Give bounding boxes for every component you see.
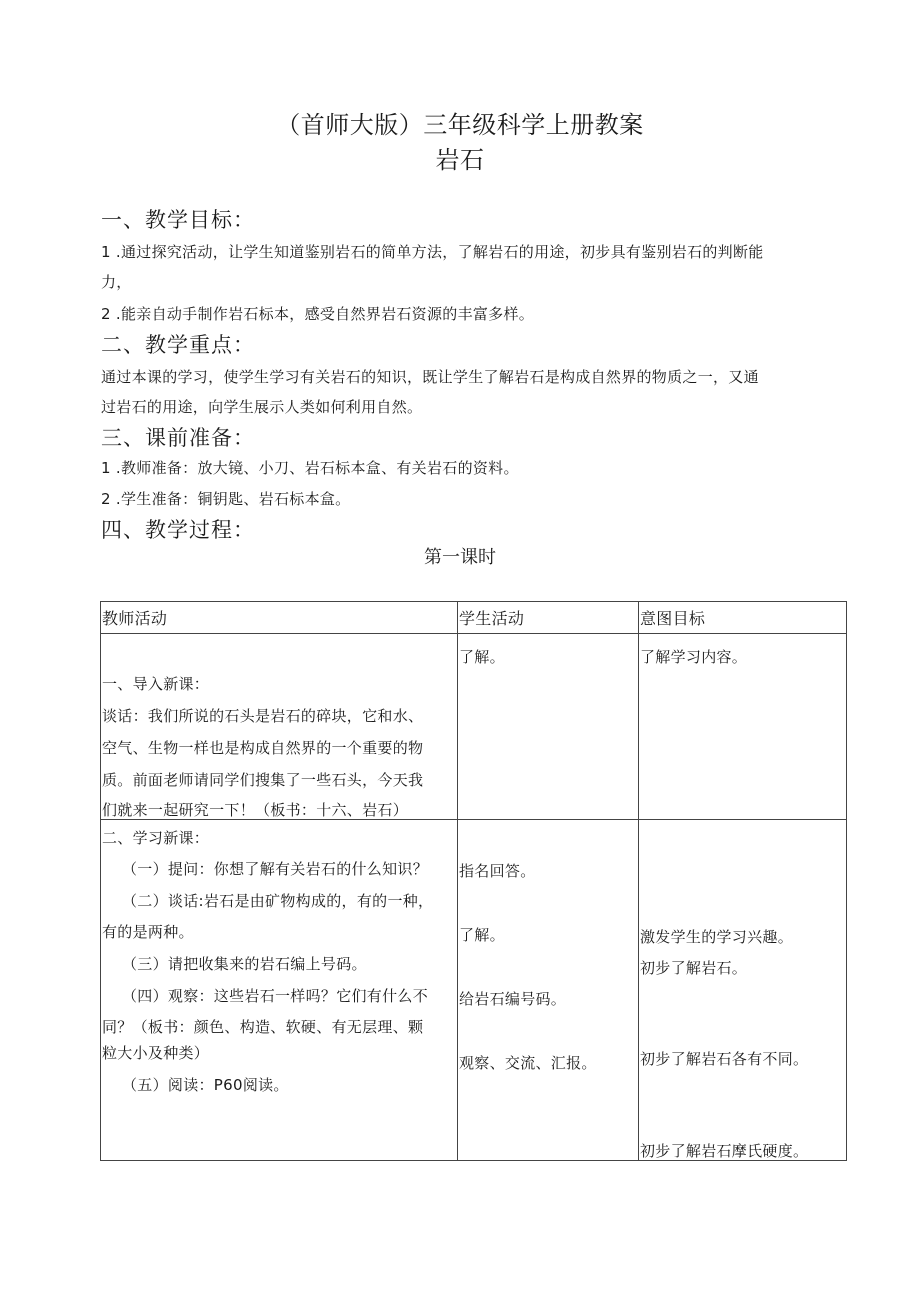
goal-item-1-line-2: 力， bbox=[101, 273, 132, 291]
lesson-table bbox=[100, 601, 847, 1161]
row1-teacher-line: 谈话：我们所说的石头是岩石的碎块，它和水、 bbox=[102, 707, 424, 725]
section-heading-process: 四、教学过程： bbox=[101, 518, 255, 542]
row2-teacher-line: 粒大小及种类） bbox=[102, 1044, 210, 1062]
header-teacher: 教师活动 bbox=[102, 609, 168, 628]
row1-teacher-line: 一、导入新课： bbox=[102, 675, 210, 693]
row2-student-line: 了解。 bbox=[459, 926, 505, 944]
row1-teacher-line: 质。前面老师请同学们搜集了一些石头，今天我 bbox=[102, 771, 424, 789]
table-border-top bbox=[100, 601, 847, 602]
table-border-left bbox=[100, 601, 101, 1161]
row2-teacher-line: （二）谈话:岩石是由矿物构成的，有的一种， bbox=[122, 892, 434, 910]
row2-teacher-line: 二、学习新课： bbox=[102, 829, 210, 847]
row2-teacher-line: （四）观察：这些岩石一样吗？它们有什么不 bbox=[122, 987, 429, 1005]
row1-teacher-line: 们就来一起研究一下！（板书：十六、岩石） bbox=[102, 801, 409, 819]
focus-line-1: 通过本课的学习，使学生学习有关岩石的知识，既让学生了解岩石是构成自然界的物质之一，又通 bbox=[101, 368, 759, 386]
table-column-divider-1 bbox=[457, 601, 458, 1161]
session-label: 第一课时 bbox=[424, 547, 496, 568]
header-student: 学生活动 bbox=[459, 609, 525, 628]
row2-teacher-line: 有的是两种。 bbox=[102, 923, 194, 941]
table-column-divider-2 bbox=[638, 601, 639, 1161]
row2-student-line: 指名回答。 bbox=[459, 862, 536, 880]
goal-item-2: 2 .能亲自动手制作岩石标本，感受自然界岩石资源的丰富多样。 bbox=[101, 305, 535, 323]
row1-teacher-line: 空气、生物一样也是构成自然界的一个重要的物 bbox=[102, 739, 424, 757]
table-header-divider bbox=[100, 633, 847, 634]
goal-item-1-line-1: 1 .通过探究活动，让学生知道鉴别岩石的简单方法，了解岩石的用途，初步具有鉴别岩石的判断能 bbox=[101, 243, 764, 261]
prep-item-1: 1 .教师准备：放大镜、小刀、岩石标本盒、有关岩石的资料。 bbox=[101, 459, 519, 477]
header-goal: 意图目标 bbox=[640, 609, 706, 628]
document-subtitle: 岩石 bbox=[435, 146, 485, 174]
row2-teacher-line: （一）提问：你想了解有关岩石的什么知识？ bbox=[122, 860, 429, 878]
document-title: （首师大版）三年级科学上册教案 bbox=[276, 111, 644, 139]
row2-teacher-line: （三）请把收集来的岩石编上号码。 bbox=[122, 955, 367, 973]
row2-teacher-line: 同？（板书：颜色、构造、软硬、有无层理、颗 bbox=[102, 1018, 424, 1036]
row2-goal-line: 初步了解岩石各有不同。 bbox=[640, 1050, 809, 1068]
focus-line-2: 过岩石的用途，向学生展示人类如何利用自然。 bbox=[101, 398, 423, 416]
row2-teacher-line: （五）阅读：P60阅读。 bbox=[122, 1076, 289, 1094]
row1-goal: 了解学习内容。 bbox=[640, 648, 748, 666]
row2-goal-line: 初步了解岩石。 bbox=[640, 959, 748, 977]
prep-item-2: 2 .学生准备：铜钥匙、岩石标本盒。 bbox=[101, 490, 351, 508]
table-border-right bbox=[846, 601, 847, 1161]
row2-goal-line: 初步了解岩石摩氏硬度。 bbox=[640, 1142, 809, 1160]
section-heading-prep: 三、课前准备： bbox=[101, 426, 255, 450]
row2-student-line: 观察、交流、汇报。 bbox=[459, 1054, 597, 1072]
section-heading-goals: 一、教学目标： bbox=[101, 208, 255, 232]
row1-student: 了解。 bbox=[459, 648, 505, 666]
row2-student-line: 给岩石编号码。 bbox=[459, 990, 567, 1008]
row2-goal-line: 激发学生的学习兴趣。 bbox=[640, 928, 794, 946]
section-heading-focus: 二、教学重点： bbox=[101, 333, 255, 357]
